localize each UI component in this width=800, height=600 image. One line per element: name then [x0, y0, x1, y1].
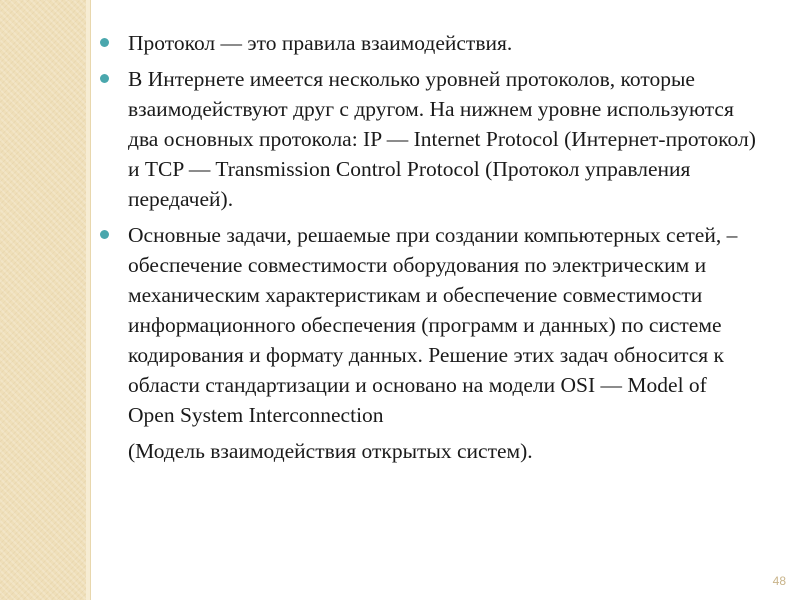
decorative-side-band [0, 0, 86, 600]
bullet-item-internet-protocols [98, 64, 758, 214]
bullet-list [98, 28, 758, 466]
bullet-dot-icon [100, 74, 109, 83]
bullet-item-protocol-definition [98, 28, 758, 58]
bullet-text: Протокол — это правила взаимодействия. [128, 31, 513, 55]
bullet-text: В Интернете имеется несколько уровней протоколов, которые взаимодействуют друг с другом. На нижнем уровне используются два основных протокола: IP — Internet Protocol (Интернет-протокол) и TCP — Transmission Control Protocol (Протокол управления передачей). [128, 67, 756, 211]
page-number: 48 [772, 574, 786, 588]
bullet-dot-icon [100, 38, 109, 47]
bullet-item-network-tasks [98, 220, 758, 466]
bullet-dot-icon [100, 230, 109, 239]
bullet-continuation-text: (Модель взаимодействия открытых систем). [128, 439, 533, 463]
side-band-divider [90, 0, 91, 600]
slide-content [98, 28, 758, 472]
bullet-text: Основные задачи, решаемые при создании компьютерных сетей, – обеспечение совместимости оборудования по электрическим и механическим характеристикам и обеспечение совместимости информационного обеспечения (программ и данных) по системе кодирования и формату данных. Решение этих задач обносится к области стандартизации и основано на модели OSI — Model of Open System Interconnection [128, 223, 738, 427]
